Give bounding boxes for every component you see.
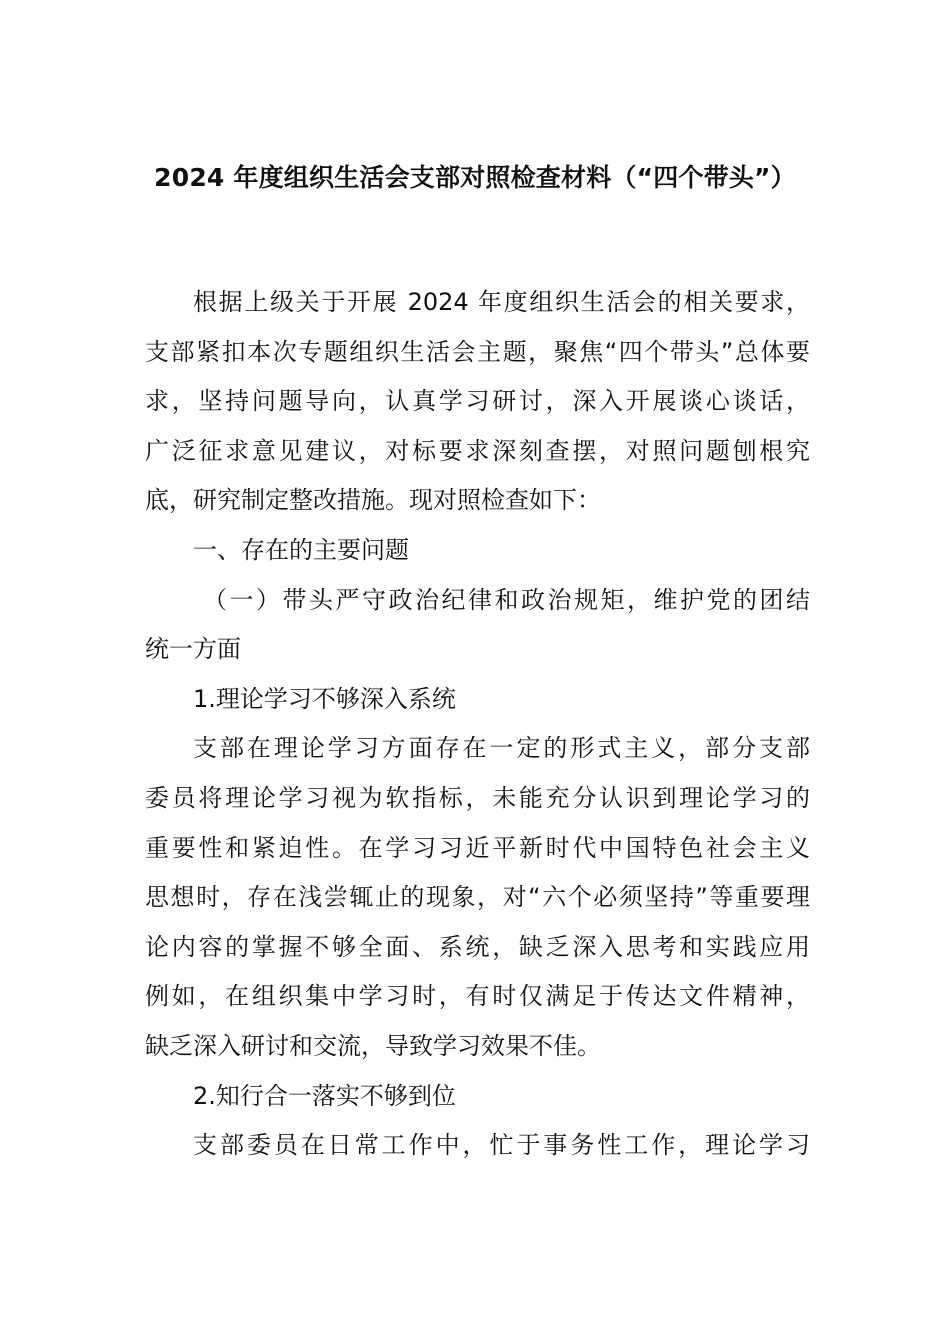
item-line: 支部委员在日常工作中，忙于事务性工作，理论学习 <box>193 1131 810 1160</box>
intro-line: 根据上级关于开展 2024 年度组织生活会的相关要求， <box>193 288 810 316</box>
item-heading: 2.知行合一落实不够到位 <box>193 1081 456 1110</box>
item-line: 思想时，存在浅尝辄止的现象，对“六个必须坚持”等重要理 <box>145 883 810 912</box>
document-title: 2024 年度组织生活会支部对照检查材料（“四个带头”） <box>154 163 796 192</box>
item-line: 论内容的掌握不够全面、系统，缺乏深入思考和实践应用 <box>145 932 810 961</box>
item-heading: 1.理论学习不够深入系统 <box>193 684 456 713</box>
item-line: 委员将理论学习视为软指标，未能充分认识到理论学习的 <box>145 783 810 812</box>
item-line: 例如，在组织集中学习时，有时仅满足于传达文件精神， <box>145 982 810 1011</box>
item-paragraph <box>145 1121 810 1171</box>
section-heading: 一、存在的主要问题 <box>193 535 409 564</box>
subsection-heading <box>145 576 810 675</box>
intro-line: 求，坚持问题导向，认真学习研讨，深入开展谈心谈话， <box>145 387 810 416</box>
item-line: 支部在理论学习方面存在一定的形式主义，部分支部 <box>193 734 810 763</box>
intro-line: 底，研究制定整改措施。现对照检查如下： <box>145 486 601 515</box>
subsection-line: 统一方面 <box>145 635 241 664</box>
document-body <box>145 278 810 1171</box>
item-line: 重要性和紧迫性。在学习习近平新时代中国特色社会主义 <box>145 833 810 862</box>
intro-line: 支部紧扣本次专题组织生活会主题，聚焦“四个带头”总体要 <box>145 337 810 366</box>
intro-line: 广泛征求意见建议，对标要求深刻查摆，对照问题刨根究 <box>145 436 810 465</box>
intro-paragraph <box>145 278 810 526</box>
item-line: 缺乏深入研讨和交流，导致学习效果不佳。 <box>145 1031 601 1060</box>
item-paragraph <box>145 724 810 1071</box>
subsection-line: （一）带头严守政治纪律和政治规矩，维护党的团结 <box>203 585 810 614</box>
